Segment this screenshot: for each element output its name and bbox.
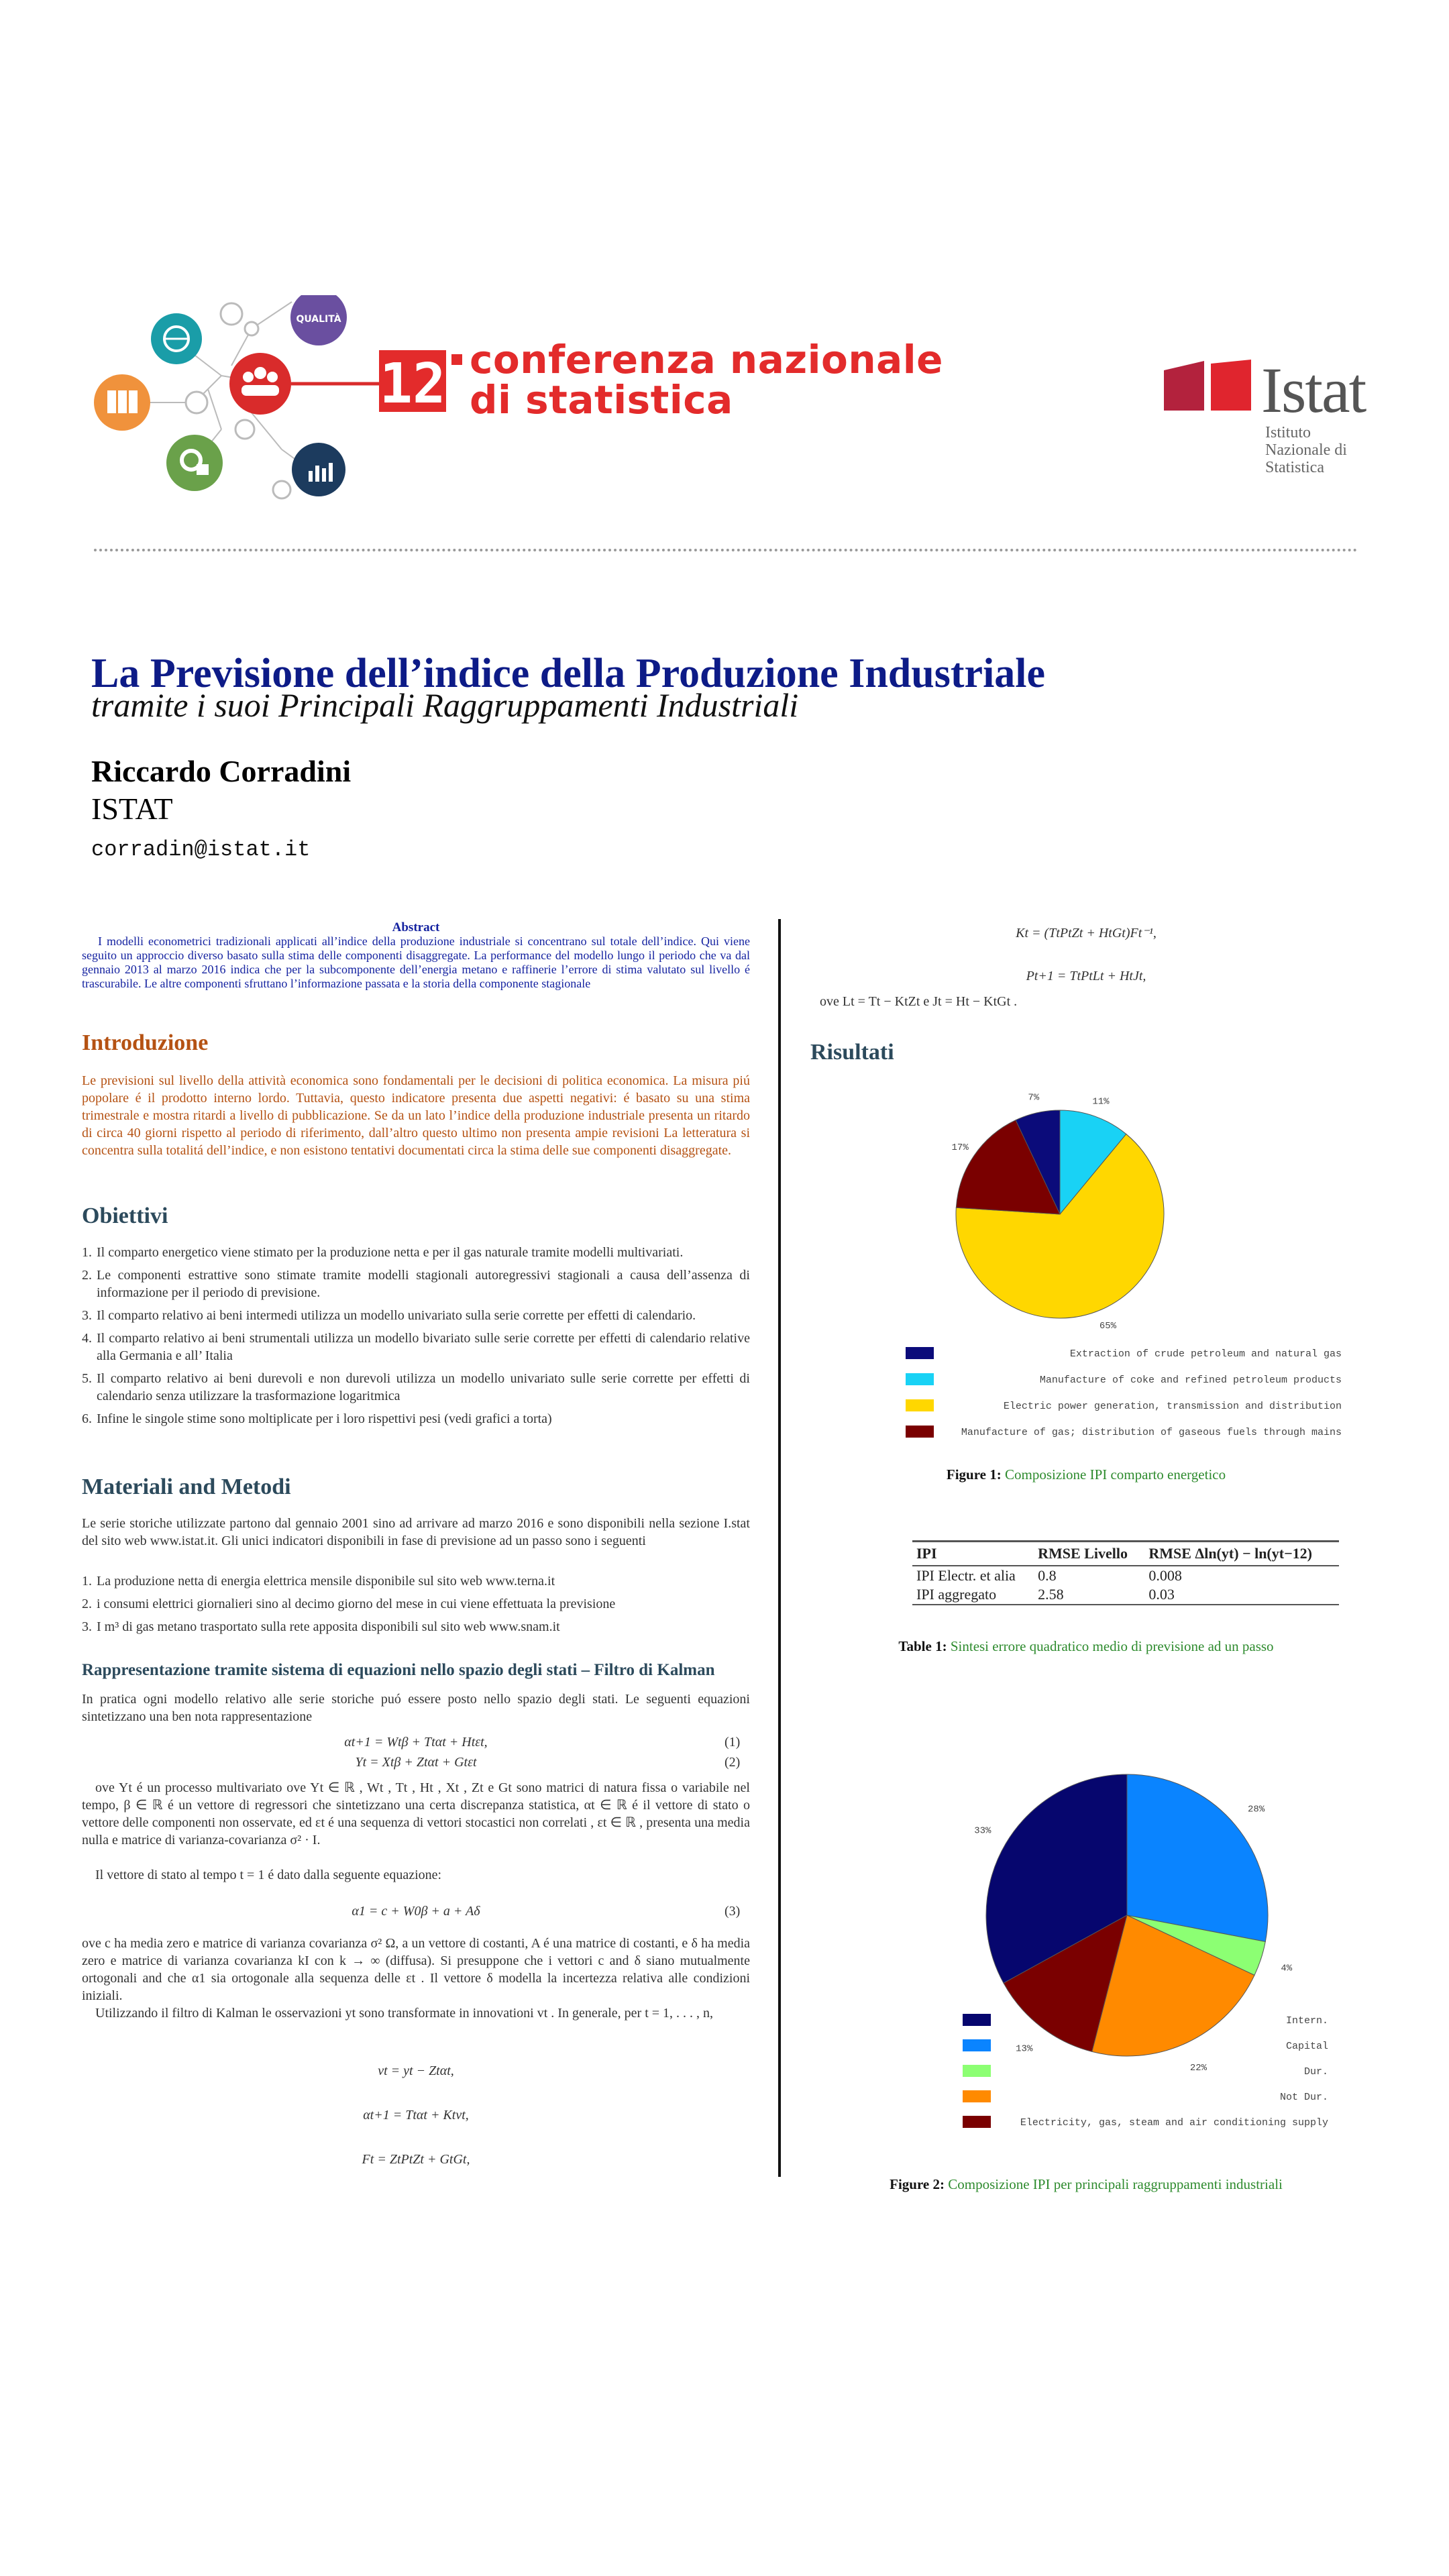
list-item: 5. Il comparto relativo ai beni durevoli e non durevoli utilizza un modello univariato sulle serie corrette per effetti di calendario senza utilizzare la trasformazione logaritmica [82,1371,750,1403]
poster-title: La Previsione dell’indice della Produzione Industriale [91,651,1046,696]
legend-swatch [906,1373,934,1385]
list-item: 1. La produzione netta di energia elettrica mensile disponibile sul sito web www.terna.it [82,1574,555,1589]
table-row [912,1585,1339,1605]
figure-1-caption-text: Composizione IPI comparto energetico [1005,1466,1226,1483]
column-divider [778,919,781,2177]
node-dot [273,481,290,498]
list-item: 2. Le componenti estrattive sono stimate tramite modelli stagionali autoregressivi stagionali a causa dell’assenza di informazione per il periodo di previsione. [82,1268,750,1300]
kalman-paragraph-5: ove Lt = Tt − KtZt e Jt = Ht − KtGt . [820,994,1018,1009]
abstract-text: I modelli econometrici tradizionali applicati all’indice della produzione industriale si concentrano sul totale dell’indice. Qui viene seguito un approccio diverso basato sulla stima delle componenti disaggregate. La performance del modello lungo il periodo che va dal gennaio 2013 al marzo 2016 indica che per la subcomponente dell’energia metano e raffinerie l’errore di stima valutato sul livello é trascurabile. Le altre componenti sfruttano l’informazione passata e la storia della componente stagionale [82,934,750,990]
author-email[interactable]: corradin@istat.it [91,837,311,862]
equation-3: α1 = c + W0β + a + Aδ [352,1904,480,1919]
conference-12-mark [379,349,466,416]
table-cell: IPI Electr. et alia [916,1567,1016,1584]
pie-chart-energetico [906,1087,1362,1449]
kalman-intro: In pratica ogni modello relativo alle serie storiche puó essere posto nello spazio degli stati. Le seguenti equazioni sintetizzano una ben nota rappresentazione [82,1692,750,1724]
pie-slice-label: 7% [1028,1092,1040,1104]
legend-swatch [906,1347,934,1359]
legend-label: Extraction of crude petroleum and natural gas [1069,1348,1342,1360]
svg-text:12: 12 [379,352,446,416]
istat-logo-icon [1164,357,1258,417]
figure-2-label: Figure 2: [890,2176,945,2192]
table-cell: IPI aggregato [912,1585,1034,1605]
legend-label: Electric power generation, transmission and distribution [1003,1401,1342,1412]
legend-swatch [963,2039,991,2051]
list-item: 2. i consumi elettrici giornalieri sino al decimo giorno del mese in cui viene effettuata la previsione [82,1597,616,1611]
table-cell: 0.8 [1038,1567,1057,1584]
obiettivi-list [82,1244,750,1433]
legend-label: Intern. [1285,2015,1328,2027]
legend-label: Manufacture of gas; distribution of gaseous fuels through mains [961,1427,1342,1438]
equation-7: Kt = (TtPtZt + HtGt)Ft⁻¹, [1016,926,1157,941]
author-name: Riccardo Corradini [91,754,352,788]
table-1-caption-text: Sintesi errore quadratico medio di previsione ad un passo [950,1638,1274,1654]
list-item: 4. Il comparto relativo ai beni strumentali utilizza un modello bivariato sulle serie corrette per effetti di calendario relative alla Germania e all’ Italia [82,1331,750,1363]
pie-slice [1127,1774,1268,1941]
author-affiliation: ISTAT [91,792,173,826]
poster-subtitle: tramite i suoi Principali Raggruppamenti Industriali [91,686,799,724]
legend-swatch [963,2014,991,2026]
equation-5: αt+1 = Ttαt + Ktvt, [363,2108,469,2123]
table-header-cell: RMSE Livello [1034,1542,1144,1566]
list-item: 6. Infine le singole stime sono moltiplicate per i loro rispettivi pesi (vedi grafici a torta) [82,1411,552,1426]
section-heading-risultati: Risultati [810,1040,894,1065]
conference-title [470,337,943,423]
metodi-list [82,1572,750,1641]
istat-wordmark: Istat [1261,354,1366,426]
people-node-icon [229,353,291,415]
legend-label: Not Dur. [1279,2092,1328,2103]
equation-1-number: (1) [724,1735,741,1750]
section-heading-introduzione: Introduzione [82,1030,209,1055]
node-dot [235,420,254,439]
table-1-label: Table 1: [898,1638,947,1654]
table-row [912,1566,1339,1585]
list-item: 1. Il comparto energetico viene stimato per la produzione netta e per il gas naturale tramite modelli multivariati. [82,1245,684,1260]
figure-2-caption [808,2176,1364,2193]
pie-slice-label: 28% [1248,1804,1265,1815]
metodi-text: Le serie storiche utilizzate partono dal gennaio 2001 sino ad arrivare ad marzo 2016 e sono disponibili nella sezione I.stat del sito web www.istat.it. Gli unici indicatori disponibili in fase di previsione ad un passo sono i seguenti [82,1516,750,1548]
legend-swatch [963,2065,991,2077]
kalman-paragraph-2: Il vettore di stato al tempo t = 1 é dato dalla seguente equazione: [95,1868,442,1882]
legend-swatch [906,1426,934,1438]
rmse-table [912,1540,1339,1605]
kalman-paragraph-3: ove c ha media zero e matrice di varianza covarianza σ² Ω, a un vettore di costanti, A é una matrice di costanti, e δ ha media zero e matrice di varianza covarianza kI con k → ∞ (diffusa). Si presuppone che i vettori c and δ siano mutualmente ortogonali and che α1 sia ortogonale alla sequenza delle εt . Il vettore δ modella la incertezza relativa alle condizioni iniziali. [82,1936,750,2003]
kalman-paragraph-4: Utilizzando il filtro di Kalman le osservazioni yt sono transformate in innovationi vt . In generale, per t = 1, . . . , n, [95,2006,714,2021]
table-cell: 0.03 [1144,1585,1339,1605]
abstract-heading: Abstract [392,920,440,934]
table-header-cell: IPI [912,1542,1034,1566]
pie-slice-label: 4% [1281,1963,1293,1974]
legend-swatch [963,2090,991,2102]
conference-title-line2: di statistica [470,377,733,423]
pie-slice-label: 13% [1016,2043,1033,2055]
equation-8: Pt+1 = TtPtLt + HtJt, [1026,969,1146,983]
figure-1-label: Figure 1: [946,1466,1002,1483]
istat-subtitle: Istituto Nazionale di Statistica [1265,424,1347,476]
pie-slice-label: 17% [951,1142,969,1153]
gear-node-icon [166,435,223,491]
kalman-paragraph-1: ove Yt é un processo multivariato ove Yt ∈ ℝ , Wt , Tt , Ht , Xt , Zt e Gt sono matrici di natura fissa o variabile nel tempo, β ∈ ℝ é un vettore di regressori che sintetizzano una certa discrepanza statistica, αt ∈ ℝ é il vettore di stato o vettore delle componenti non osservate, ed εt é una sequenza di vettori stocastici non correlati , εt ∈ ℝ , presenta una media nulla e matrice di varianza-covarianza σ² · I. [82,1780,750,1847]
pie-slice-label: 33% [974,1825,991,1837]
header-divider [94,549,1358,551]
legend-label: Dur. [1303,2066,1328,2078]
node-dot [245,322,258,335]
list-item: 3. I m³ di gas metano trasportato sulla rete apposita disponibili sul sito web www.snam.it [82,1619,560,1634]
equation-3-number: (3) [724,1904,741,1919]
pie-slice-label: 22% [1189,2063,1208,2074]
equation-2: Yt = Xtβ + Ztαt + Gtεt [355,1755,477,1770]
list-item: 3. Il comparto relativo ai beni intermedi utilizza un modello univariato sulla serie corrette per effetti di calendario. [82,1308,696,1323]
legend-swatch [963,2116,991,2128]
section-heading-kalman: Rappresentazione tramite sistema di equazioni nello spazio degli stati – Filtro di Kalman [82,1661,715,1679]
conference-logo-graphic [87,295,382,503]
conference-title-line1: conferenza nazionale [470,337,943,382]
equation-6: Ft = ZtPtZt + GtGt, [362,2152,470,2167]
legend-label: Electricity, gas, steam and air conditioning supply [1020,2117,1328,2129]
equation-4: vt = yt − Ztαt, [378,2063,454,2078]
pie-slice-label: 11% [1092,1096,1110,1108]
table-cell: 0.008 [1148,1567,1182,1584]
legend-swatch [906,1399,934,1411]
section-heading-metodi: Materiali and Metodi [82,1474,291,1499]
node-dot [221,303,242,325]
abstract-block [82,920,750,991]
pie-slice-label: 65% [1099,1321,1117,1332]
equation-1: αt+1 = Wtβ + Ttαt + Htεt, [344,1735,488,1750]
table-header-cell: RMSE Δln(yt) − ln(yt−12) [1144,1542,1339,1566]
pie-chart-raggruppamenti [953,1764,1355,2153]
equation-2-number: (2) [724,1755,741,1770]
table-1-caption [808,1638,1364,1655]
svg-text:QUALITÀ: QUALITÀ [296,314,341,325]
table-cell: 2.58 [1034,1585,1144,1605]
figure-2-caption-text: Composizione IPI per principali raggruppamenti industriali [948,2176,1283,2192]
intro-text: Le previsioni sul livello della attività economica sono fondamentali per le decisioni di politica economica. La misura piú popolare é il prodotto interno lordo. Tuttavia, questo indicatore presenta due aspetti negativi: é basato su una stima trimestrale e mostra ritardi a livello di pubblicazione. Se da un lato l’indice della produzione industriale presenta un ritardo di circa 40 giorni rispetto al periodo di riferimento, dall’altro questo ultimo non presenta ampie revisioni La letteratura si concentra sulla totalitá dell’indice, e non esistono tentativi documentati circa la stima delle sue componenti disaggregate. [82,1073,750,1158]
legend-label: Capital [1285,2041,1328,2052]
table-header-row [912,1542,1339,1566]
figure-1-caption [808,1466,1364,1483]
node-dot [186,392,207,413]
legend-label: Manufacture of coke and refined petroleum products [1039,1375,1342,1386]
section-heading-obiettivi: Obiettivi [82,1203,168,1228]
